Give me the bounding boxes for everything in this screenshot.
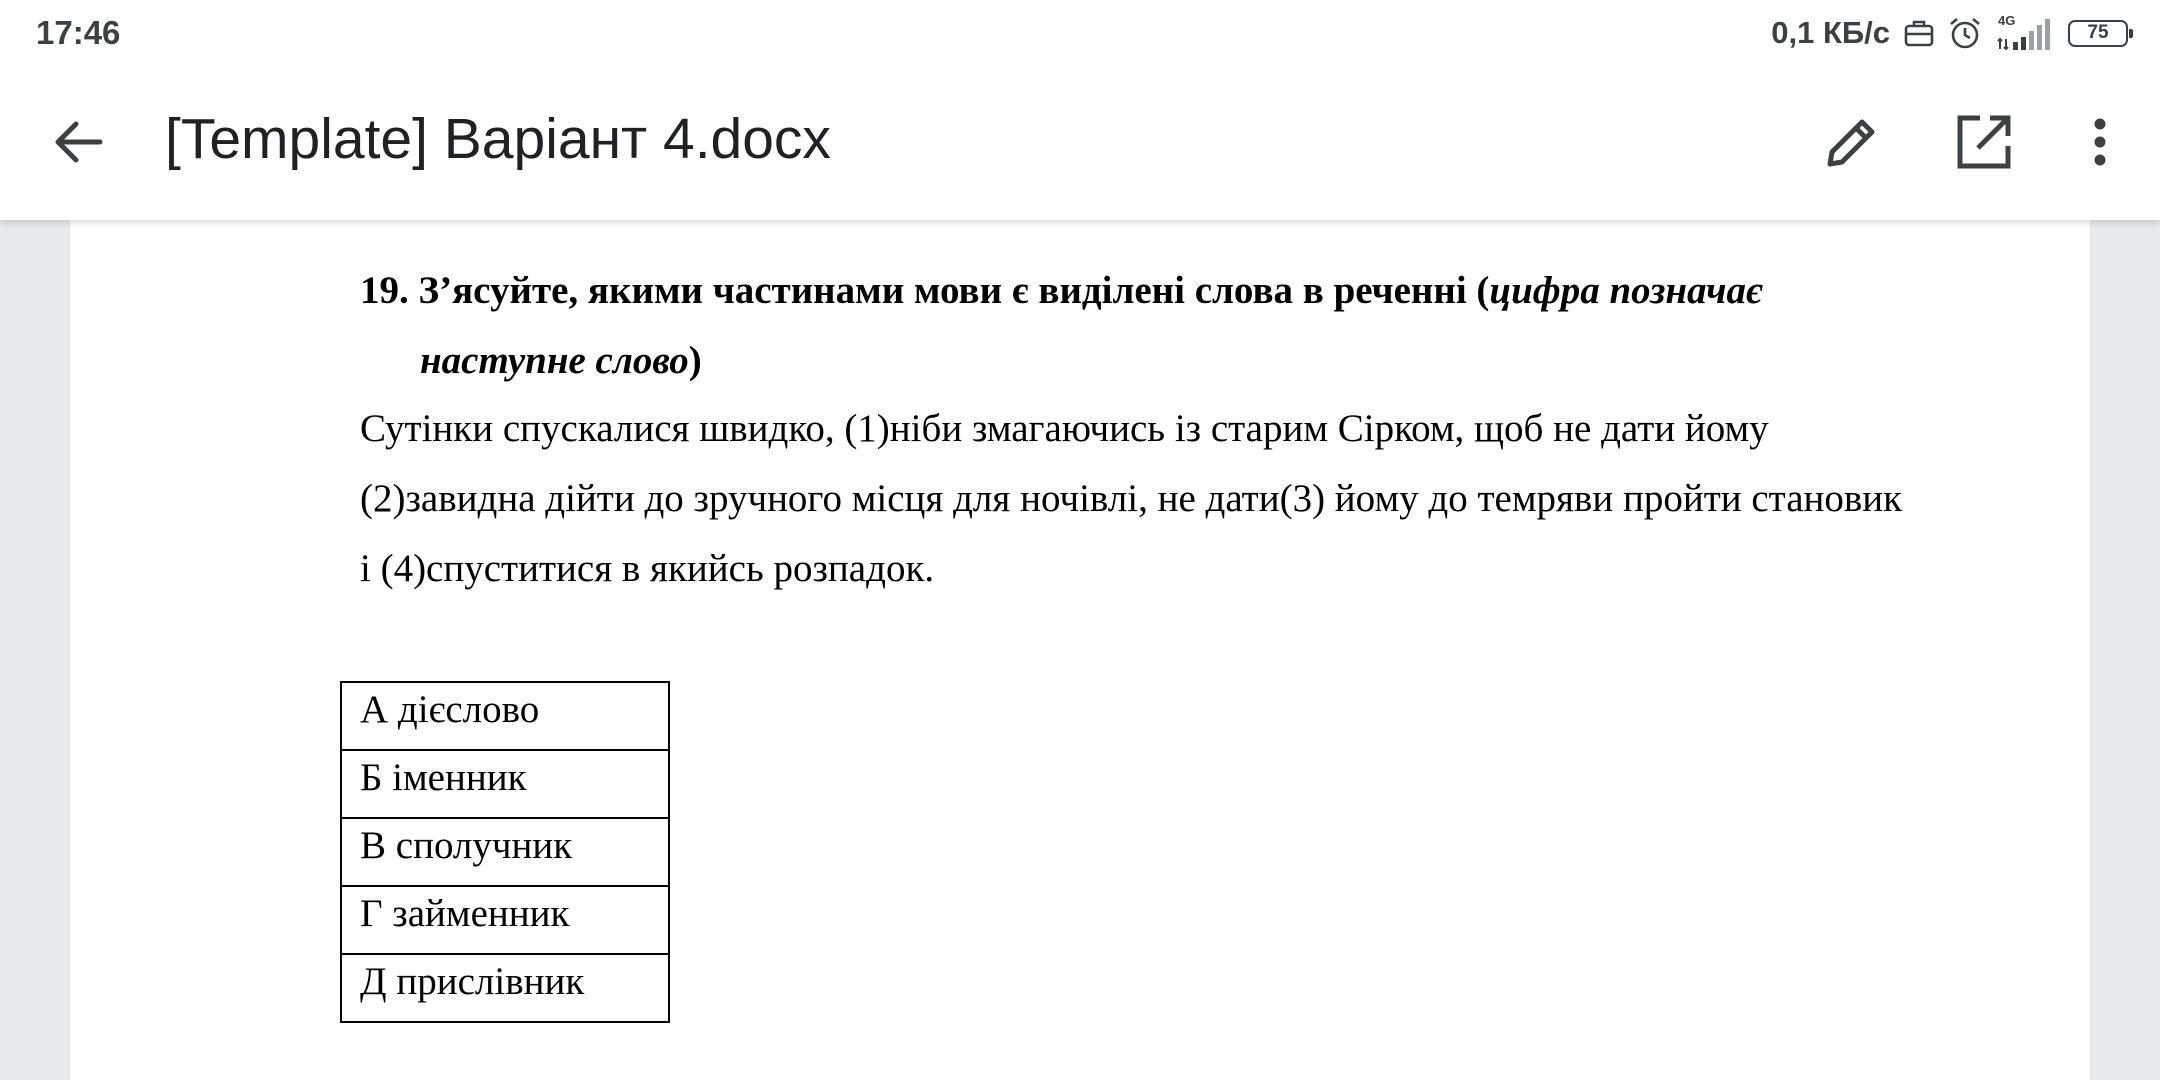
net-speed: 0,1 КБ/с bbox=[1771, 15, 1890, 50]
app-bar bbox=[0, 68, 2160, 220]
passage-line: (2)завидна дійти до зручного місця для ночівлі, не дати(3) йому до темряви пройти становик bbox=[360, 477, 1903, 520]
option-a: А дієслово bbox=[341, 682, 669, 750]
question-heading bbox=[360, 256, 1860, 396]
more-vert-icon bbox=[2080, 110, 2120, 174]
document-page bbox=[70, 220, 2090, 1080]
more-options-button[interactable] bbox=[2080, 110, 2120, 174]
passage-line: Сутінки спускалися швидко, (1)ніби змагаючись із старим Сірком, щоб не дати йому bbox=[360, 407, 1769, 450]
option-e: Д прислівник bbox=[341, 954, 669, 1022]
battery-level: 75 bbox=[2087, 22, 2109, 43]
options-table bbox=[340, 681, 670, 1023]
question-note-italic-1: цифра позначає bbox=[1489, 269, 1763, 312]
passage bbox=[360, 394, 2040, 604]
edit-pencil-icon bbox=[1820, 110, 1884, 174]
edit-button[interactable] bbox=[1820, 110, 1884, 174]
document-title: [Template] Варіант 4.docx bbox=[165, 107, 831, 171]
status-icons bbox=[1771, 13, 2128, 53]
signal-icon bbox=[1996, 13, 2054, 53]
question-note-italic-2: наступне слово bbox=[420, 339, 689, 382]
question-number: 19. bbox=[360, 269, 409, 312]
table-row bbox=[341, 818, 669, 886]
question-text: З’ясуйте, якими частинами мови є виділені слова в реченні ( bbox=[418, 269, 1490, 312]
open-external-icon bbox=[1952, 110, 2016, 174]
alarm-clock-icon bbox=[1948, 16, 1982, 50]
option-b: Б іменник bbox=[341, 750, 669, 818]
back-button[interactable] bbox=[48, 112, 108, 172]
question-close-paren: ) bbox=[688, 339, 702, 382]
briefcase-icon bbox=[1904, 18, 1934, 48]
table-row bbox=[341, 886, 669, 954]
option-d: Г займенник bbox=[341, 886, 669, 954]
battery-icon bbox=[2068, 20, 2128, 47]
back-arrow-icon bbox=[48, 112, 108, 172]
status-bar bbox=[0, 0, 2160, 68]
table-row bbox=[341, 682, 669, 750]
table-row bbox=[341, 750, 669, 818]
passage-line: і (4)спуститися в якийсь розпадок. bbox=[360, 547, 935, 590]
option-c: В сполучник bbox=[341, 818, 669, 886]
open-external-button[interactable] bbox=[1952, 110, 2016, 174]
network-type: 4G bbox=[1998, 13, 2016, 28]
status-time: 17:46 bbox=[36, 14, 121, 51]
table-row bbox=[341, 954, 669, 1022]
